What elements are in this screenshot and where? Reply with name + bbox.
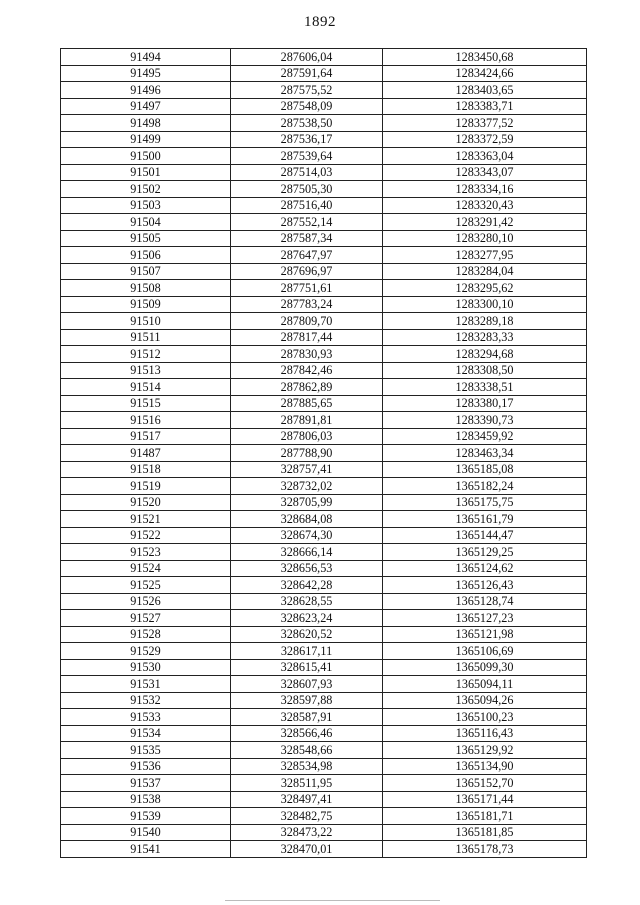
- table-row: [61, 544, 587, 561]
- y-coordinate-cell: 1283403,65: [383, 82, 587, 99]
- y-coordinate-cell: 1365129,25: [383, 544, 587, 561]
- y-coordinate-cell: 1283338,51: [383, 379, 587, 396]
- point-number-cell: 91533: [61, 709, 231, 726]
- table-row: [61, 692, 587, 709]
- point-number-cell: 91511: [61, 329, 231, 346]
- x-coordinate-cell: 328620,52: [231, 626, 383, 643]
- x-coordinate-cell: 328511,95: [231, 775, 383, 792]
- point-number-cell: 91506: [61, 247, 231, 264]
- point-number-cell: 91494: [61, 49, 231, 66]
- point-number-cell: 91534: [61, 725, 231, 742]
- x-coordinate-cell: 287891,81: [231, 412, 383, 429]
- y-coordinate-cell: 1365134,90: [383, 758, 587, 775]
- point-number-cell: 91522: [61, 527, 231, 544]
- point-number-cell: 91496: [61, 82, 231, 99]
- point-number-cell: 91524: [61, 560, 231, 577]
- x-coordinate-cell: 287514,03: [231, 164, 383, 181]
- table-row: [61, 214, 587, 231]
- x-coordinate-cell: 328548,66: [231, 742, 383, 759]
- table-row: [61, 98, 587, 115]
- point-number-cell: 91523: [61, 544, 231, 561]
- y-coordinate-cell: 1283294,68: [383, 346, 587, 363]
- x-coordinate-cell: 287788,90: [231, 445, 383, 462]
- table-row: [61, 428, 587, 445]
- point-number-cell: 91505: [61, 230, 231, 247]
- y-coordinate-cell: 1365106,69: [383, 643, 587, 660]
- y-coordinate-cell: 1283295,62: [383, 280, 587, 297]
- point-number-cell: 91518: [61, 461, 231, 478]
- point-number-cell: 91514: [61, 379, 231, 396]
- table-row: [61, 610, 587, 627]
- point-number-cell: 91512: [61, 346, 231, 363]
- y-coordinate-cell: 1365124,62: [383, 560, 587, 577]
- point-number-cell: 91503: [61, 197, 231, 214]
- point-number-cell: 91521: [61, 511, 231, 528]
- x-coordinate-cell: 328642,28: [231, 577, 383, 594]
- y-coordinate-cell: 1283284,04: [383, 263, 587, 280]
- x-coordinate-cell: 328497,41: [231, 791, 383, 808]
- y-coordinate-cell: 1283377,52: [383, 115, 587, 132]
- table-row: [61, 841, 587, 858]
- point-number-cell: 91500: [61, 148, 231, 165]
- x-coordinate-cell: 287830,93: [231, 346, 383, 363]
- x-coordinate-cell: 328628,55: [231, 593, 383, 610]
- y-coordinate-cell: 1365175,75: [383, 494, 587, 511]
- y-coordinate-cell: 1365181,85: [383, 824, 587, 841]
- x-coordinate-cell: 287862,89: [231, 379, 383, 396]
- table-row: [61, 791, 587, 808]
- y-coordinate-cell: 1283463,34: [383, 445, 587, 462]
- x-coordinate-cell: 287591,64: [231, 65, 383, 82]
- y-coordinate-cell: 1365128,74: [383, 593, 587, 610]
- x-coordinate-cell: 328607,93: [231, 676, 383, 693]
- y-coordinate-cell: 1365126,43: [383, 577, 587, 594]
- y-coordinate-cell: 1283380,17: [383, 395, 587, 412]
- y-coordinate-cell: 1283363,04: [383, 148, 587, 165]
- table-row: [61, 461, 587, 478]
- y-coordinate-cell: 1283334,16: [383, 181, 587, 198]
- table-row: [61, 593, 587, 610]
- table-row: [61, 247, 587, 264]
- x-coordinate-cell: 328482,75: [231, 808, 383, 825]
- point-number-cell: 91487: [61, 445, 231, 462]
- point-number-cell: 91517: [61, 428, 231, 445]
- table-row: [61, 181, 587, 198]
- table-row: [61, 824, 587, 841]
- table-row: [61, 197, 587, 214]
- y-coordinate-cell: 1365116,43: [383, 725, 587, 742]
- x-coordinate-cell: 287575,52: [231, 82, 383, 99]
- point-number-cell: 91536: [61, 758, 231, 775]
- table-row: [61, 115, 587, 132]
- point-number-cell: 91541: [61, 841, 231, 858]
- point-number-cell: 91520: [61, 494, 231, 511]
- x-coordinate-cell: 328534,98: [231, 758, 383, 775]
- table-row: [61, 808, 587, 825]
- x-coordinate-cell: 328732,02: [231, 478, 383, 495]
- point-number-cell: 91529: [61, 643, 231, 660]
- x-coordinate-cell: 328617,11: [231, 643, 383, 660]
- x-coordinate-cell: 328597,88: [231, 692, 383, 709]
- table-row: [61, 82, 587, 99]
- y-coordinate-cell: 1365181,71: [383, 808, 587, 825]
- x-coordinate-cell: 287885,65: [231, 395, 383, 412]
- point-number-cell: 91513: [61, 362, 231, 379]
- x-coordinate-cell: 287536,17: [231, 131, 383, 148]
- x-coordinate-cell: 287505,30: [231, 181, 383, 198]
- y-coordinate-cell: 1283308,50: [383, 362, 587, 379]
- x-coordinate-cell: 328623,24: [231, 610, 383, 627]
- x-coordinate-cell: 328674,30: [231, 527, 383, 544]
- table-row: [61, 478, 587, 495]
- table-row: [61, 280, 587, 297]
- y-coordinate-cell: 1365099,30: [383, 659, 587, 676]
- x-coordinate-cell: 328473,22: [231, 824, 383, 841]
- coordinates-table-body: [61, 49, 587, 858]
- point-number-cell: 91510: [61, 313, 231, 330]
- table-row: [61, 511, 587, 528]
- table-row: [61, 577, 587, 594]
- x-coordinate-cell: 328656,53: [231, 560, 383, 577]
- point-number-cell: 91531: [61, 676, 231, 693]
- point-number-cell: 91507: [61, 263, 231, 280]
- table-row: [61, 445, 587, 462]
- point-number-cell: 91535: [61, 742, 231, 759]
- x-coordinate-cell: 287538,50: [231, 115, 383, 132]
- y-coordinate-cell: 1283300,10: [383, 296, 587, 313]
- page-number: 1892: [304, 14, 336, 30]
- x-coordinate-cell: 328587,91: [231, 709, 383, 726]
- table-row: [61, 758, 587, 775]
- y-coordinate-cell: 1365094,11: [383, 676, 587, 693]
- y-coordinate-cell: 1365182,24: [383, 478, 587, 495]
- x-coordinate-cell: 328757,41: [231, 461, 383, 478]
- point-number-cell: 91509: [61, 296, 231, 313]
- x-coordinate-cell: 328615,41: [231, 659, 383, 676]
- table-row: [61, 626, 587, 643]
- table-row: [61, 725, 587, 742]
- table-row: [61, 659, 587, 676]
- table-row: [61, 65, 587, 82]
- y-coordinate-cell: 1365178,73: [383, 841, 587, 858]
- point-number-cell: 91532: [61, 692, 231, 709]
- y-coordinate-cell: 1283320,43: [383, 197, 587, 214]
- table-row: [61, 676, 587, 693]
- y-coordinate-cell: 1283291,42: [383, 214, 587, 231]
- x-coordinate-cell: 287842,46: [231, 362, 383, 379]
- table-row: [61, 494, 587, 511]
- point-number-cell: 91516: [61, 412, 231, 429]
- y-coordinate-cell: 1283383,71: [383, 98, 587, 115]
- table-row: [61, 742, 587, 759]
- y-coordinate-cell: 1365127,23: [383, 610, 587, 627]
- y-coordinate-cell: 1283450,68: [383, 49, 587, 66]
- x-coordinate-cell: 287539,64: [231, 148, 383, 165]
- point-number-cell: 91515: [61, 395, 231, 412]
- table-row: [61, 164, 587, 181]
- table-row: [61, 263, 587, 280]
- x-coordinate-cell: 328566,46: [231, 725, 383, 742]
- table-row: [61, 379, 587, 396]
- point-number-cell: 91508: [61, 280, 231, 297]
- table-row: [61, 346, 587, 363]
- y-coordinate-cell: 1365094,26: [383, 692, 587, 709]
- x-coordinate-cell: 328705,99: [231, 494, 383, 511]
- x-coordinate-cell: 287696,97: [231, 263, 383, 280]
- table-row: [61, 148, 587, 165]
- x-coordinate-cell: 287806,03: [231, 428, 383, 445]
- point-number-cell: 91525: [61, 577, 231, 594]
- table-row: [61, 49, 587, 66]
- y-coordinate-cell: 1283424,66: [383, 65, 587, 82]
- point-number-cell: 91540: [61, 824, 231, 841]
- x-coordinate-cell: 287751,61: [231, 280, 383, 297]
- y-coordinate-cell: 1283390,73: [383, 412, 587, 429]
- point-number-cell: 91498: [61, 115, 231, 132]
- y-coordinate-cell: 1283289,18: [383, 313, 587, 330]
- x-coordinate-cell: 328666,14: [231, 544, 383, 561]
- y-coordinate-cell: 1365129,92: [383, 742, 587, 759]
- point-number-cell: 91539: [61, 808, 231, 825]
- x-coordinate-cell: 287587,34: [231, 230, 383, 247]
- x-coordinate-cell: 287647,97: [231, 247, 383, 264]
- point-number-cell: 91530: [61, 659, 231, 676]
- point-number-cell: 91501: [61, 164, 231, 181]
- y-coordinate-cell: 1365161,79: [383, 511, 587, 528]
- y-coordinate-cell: 1283277,95: [383, 247, 587, 264]
- table-row: [61, 329, 587, 346]
- point-number-cell: 91495: [61, 65, 231, 82]
- x-coordinate-cell: 287817,44: [231, 329, 383, 346]
- y-coordinate-cell: 1365152,70: [383, 775, 587, 792]
- y-coordinate-cell: 1283459,92: [383, 428, 587, 445]
- point-number-cell: 91504: [61, 214, 231, 231]
- table-row: [61, 560, 587, 577]
- table-row: [61, 230, 587, 247]
- x-coordinate-cell: 328684,08: [231, 511, 383, 528]
- y-coordinate-cell: 1283372,59: [383, 131, 587, 148]
- table-row: [61, 643, 587, 660]
- x-coordinate-cell: 287516,40: [231, 197, 383, 214]
- x-coordinate-cell: 287552,14: [231, 214, 383, 231]
- table-row: [61, 709, 587, 726]
- y-coordinate-cell: 1283280,10: [383, 230, 587, 247]
- y-coordinate-cell: 1283283,33: [383, 329, 587, 346]
- x-coordinate-cell: 287548,09: [231, 98, 383, 115]
- coordinates-table: [60, 48, 587, 858]
- y-coordinate-cell: 1365144,47: [383, 527, 587, 544]
- table-row: [61, 527, 587, 544]
- x-coordinate-cell: 287606,04: [231, 49, 383, 66]
- x-coordinate-cell: 287783,24: [231, 296, 383, 313]
- y-coordinate-cell: 1365121,98: [383, 626, 587, 643]
- point-number-cell: 91527: [61, 610, 231, 627]
- x-coordinate-cell: 328470,01: [231, 841, 383, 858]
- point-number-cell: 91526: [61, 593, 231, 610]
- point-number-cell: 91499: [61, 131, 231, 148]
- x-coordinate-cell: 287809,70: [231, 313, 383, 330]
- point-number-cell: 91497: [61, 98, 231, 115]
- table-row: [61, 412, 587, 429]
- table-row: [61, 296, 587, 313]
- point-number-cell: 91502: [61, 181, 231, 198]
- table-row: [61, 775, 587, 792]
- point-number-cell: 91519: [61, 478, 231, 495]
- point-number-cell: 91537: [61, 775, 231, 792]
- y-coordinate-cell: 1365185,08: [383, 461, 587, 478]
- table-row: [61, 131, 587, 148]
- point-number-cell: 91538: [61, 791, 231, 808]
- bottom-rule: [225, 900, 440, 901]
- table-row: [61, 313, 587, 330]
- table-row: [61, 362, 587, 379]
- y-coordinate-cell: 1365100,23: [383, 709, 587, 726]
- y-coordinate-cell: 1283343,07: [383, 164, 587, 181]
- y-coordinate-cell: 1365171,44: [383, 791, 587, 808]
- table-row: [61, 395, 587, 412]
- point-number-cell: 91528: [61, 626, 231, 643]
